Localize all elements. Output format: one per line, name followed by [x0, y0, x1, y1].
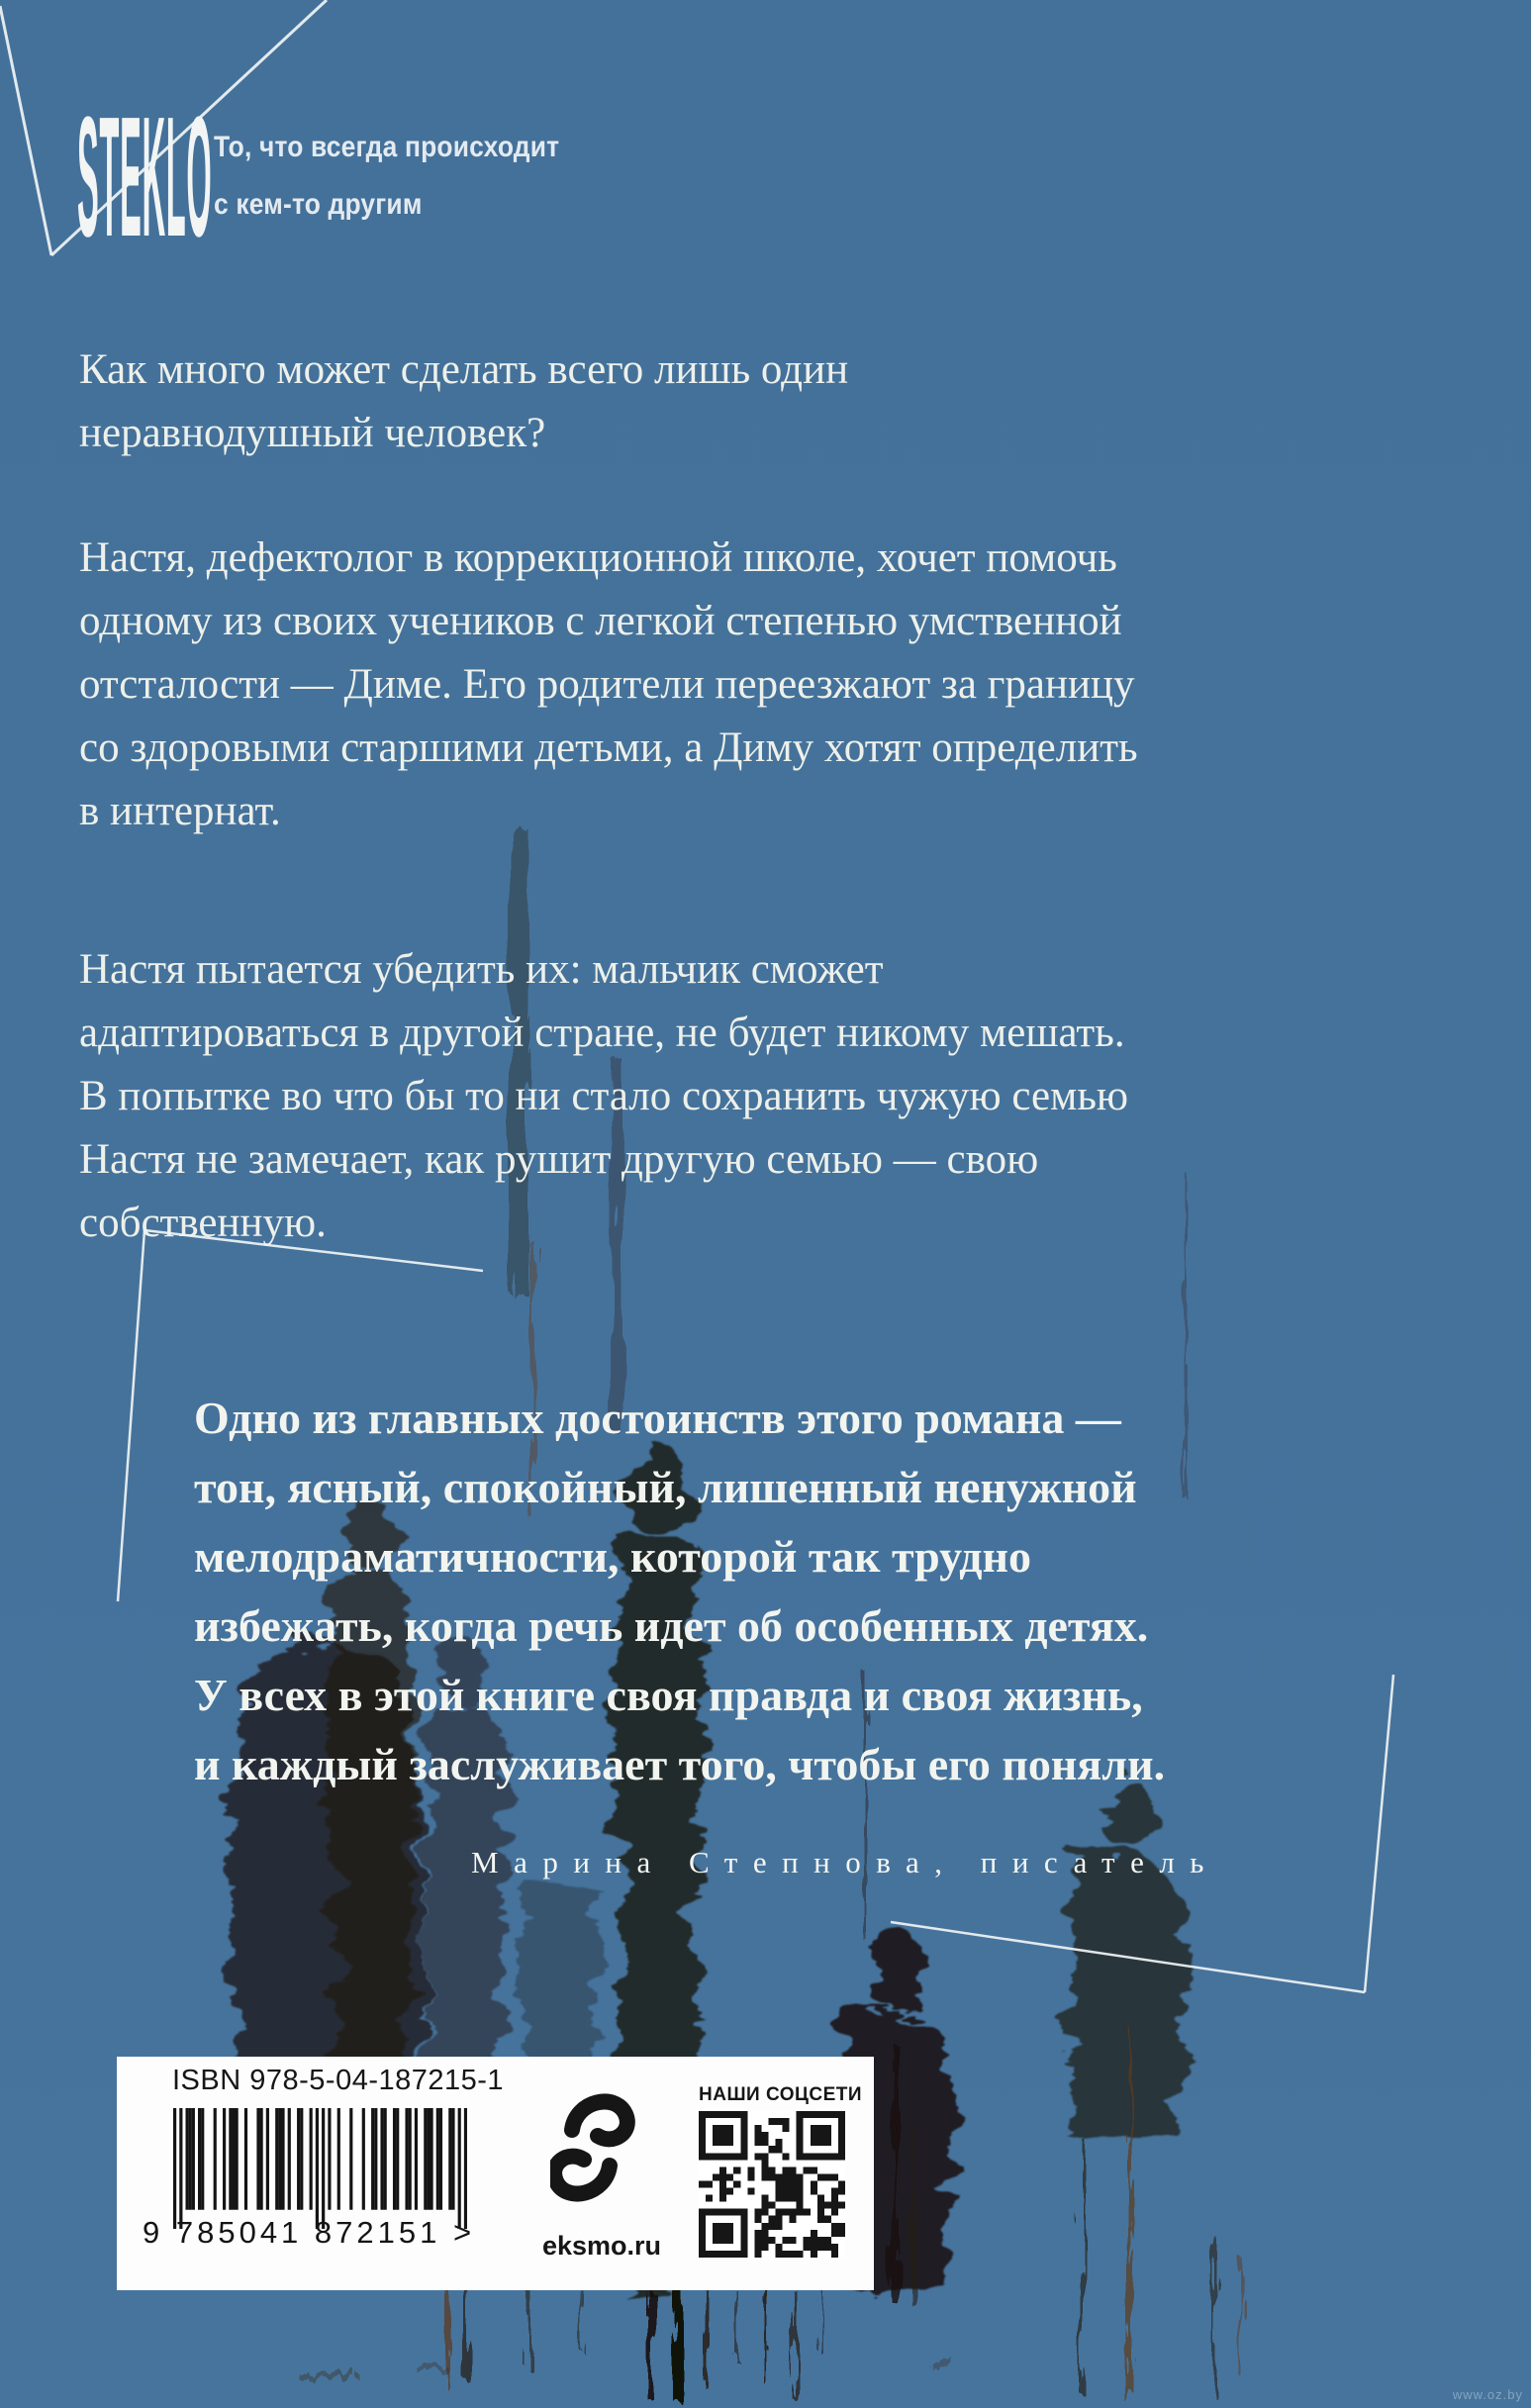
ean13-barcode	[173, 2108, 467, 2229]
text-line: собственную.	[79, 1200, 327, 1246]
socials-label: НАШИ СОЦСЕТИ	[699, 2084, 863, 2105]
text-line: адаптироваться в другой стране, не будет никому мешать.	[79, 1010, 1125, 1056]
text-line: Настя не замечает, как рушит другую семью — свою	[79, 1136, 1039, 1183]
text-line: со здоровыми старшими детьми, а Диму хотят определить	[79, 724, 1138, 771]
ean13-digits: 9 785041 872151 >	[143, 2215, 476, 2250]
review-quote	[194, 1384, 1165, 1799]
quote-line: и каждый заслуживает того, чтобы его поняли.	[194, 1739, 1166, 1789]
quote-line: мелодраматичности, которой так трудно	[194, 1531, 1032, 1582]
publisher-site-label: eksmo.ru	[542, 2231, 662, 2261]
text-line: в интернат.	[79, 788, 281, 834]
steklo-logo-text: STEKLO	[77, 81, 213, 273]
quote-attribution: Марина Степнова, писатель	[471, 1845, 1219, 1879]
quote-line: избежать, когда речь идет об особенных детях.	[194, 1600, 1149, 1651]
annotation-paragraph-3	[79, 938, 1128, 1255]
series-tagline	[214, 119, 615, 234]
annotation-paragraph-2	[79, 527, 1138, 843]
text-line: одному из своих учеников с легкой степенью умственной	[79, 598, 1122, 644]
isbn-label: ISBN 978-5-04-187215-1	[172, 2065, 505, 2096]
tagline-line-2: с кем-то другим	[214, 188, 423, 221]
eksmo-logo-icon	[550, 2074, 649, 2223]
quote-line: тон, ясный, спокойный, лишенный ненужной	[194, 1462, 1137, 1512]
text-line: неравнодушный человек?	[79, 410, 546, 456]
tagline-line-1: То, что всегда происходит	[214, 131, 560, 163]
text-line: Настя пытается убедить их: мальчик сможет	[79, 946, 884, 993]
socials-qr-code	[699, 2111, 845, 2258]
quote-line: Одно из главных достоинств этого романа —	[194, 1393, 1121, 1443]
text-line: Настя, дефектолог в коррекционной школе, хочет помочь	[79, 534, 1117, 581]
annotation-paragraph-1	[79, 338, 848, 465]
text-line: отсталости — Диме. Его родители переезжают за границу	[79, 661, 1135, 708]
text-line: В попытке во что бы то ни стало сохранить чужую семью	[79, 1073, 1129, 1119]
footer-panel	[117, 2057, 874, 2290]
quote-line: У всех в этой книге своя правда и своя жизнь,	[194, 1670, 1143, 1720]
text-line: Как много может сделать всего лишь один	[79, 346, 849, 393]
store-watermark: www.oz.by	[1452, 2387, 1523, 2402]
